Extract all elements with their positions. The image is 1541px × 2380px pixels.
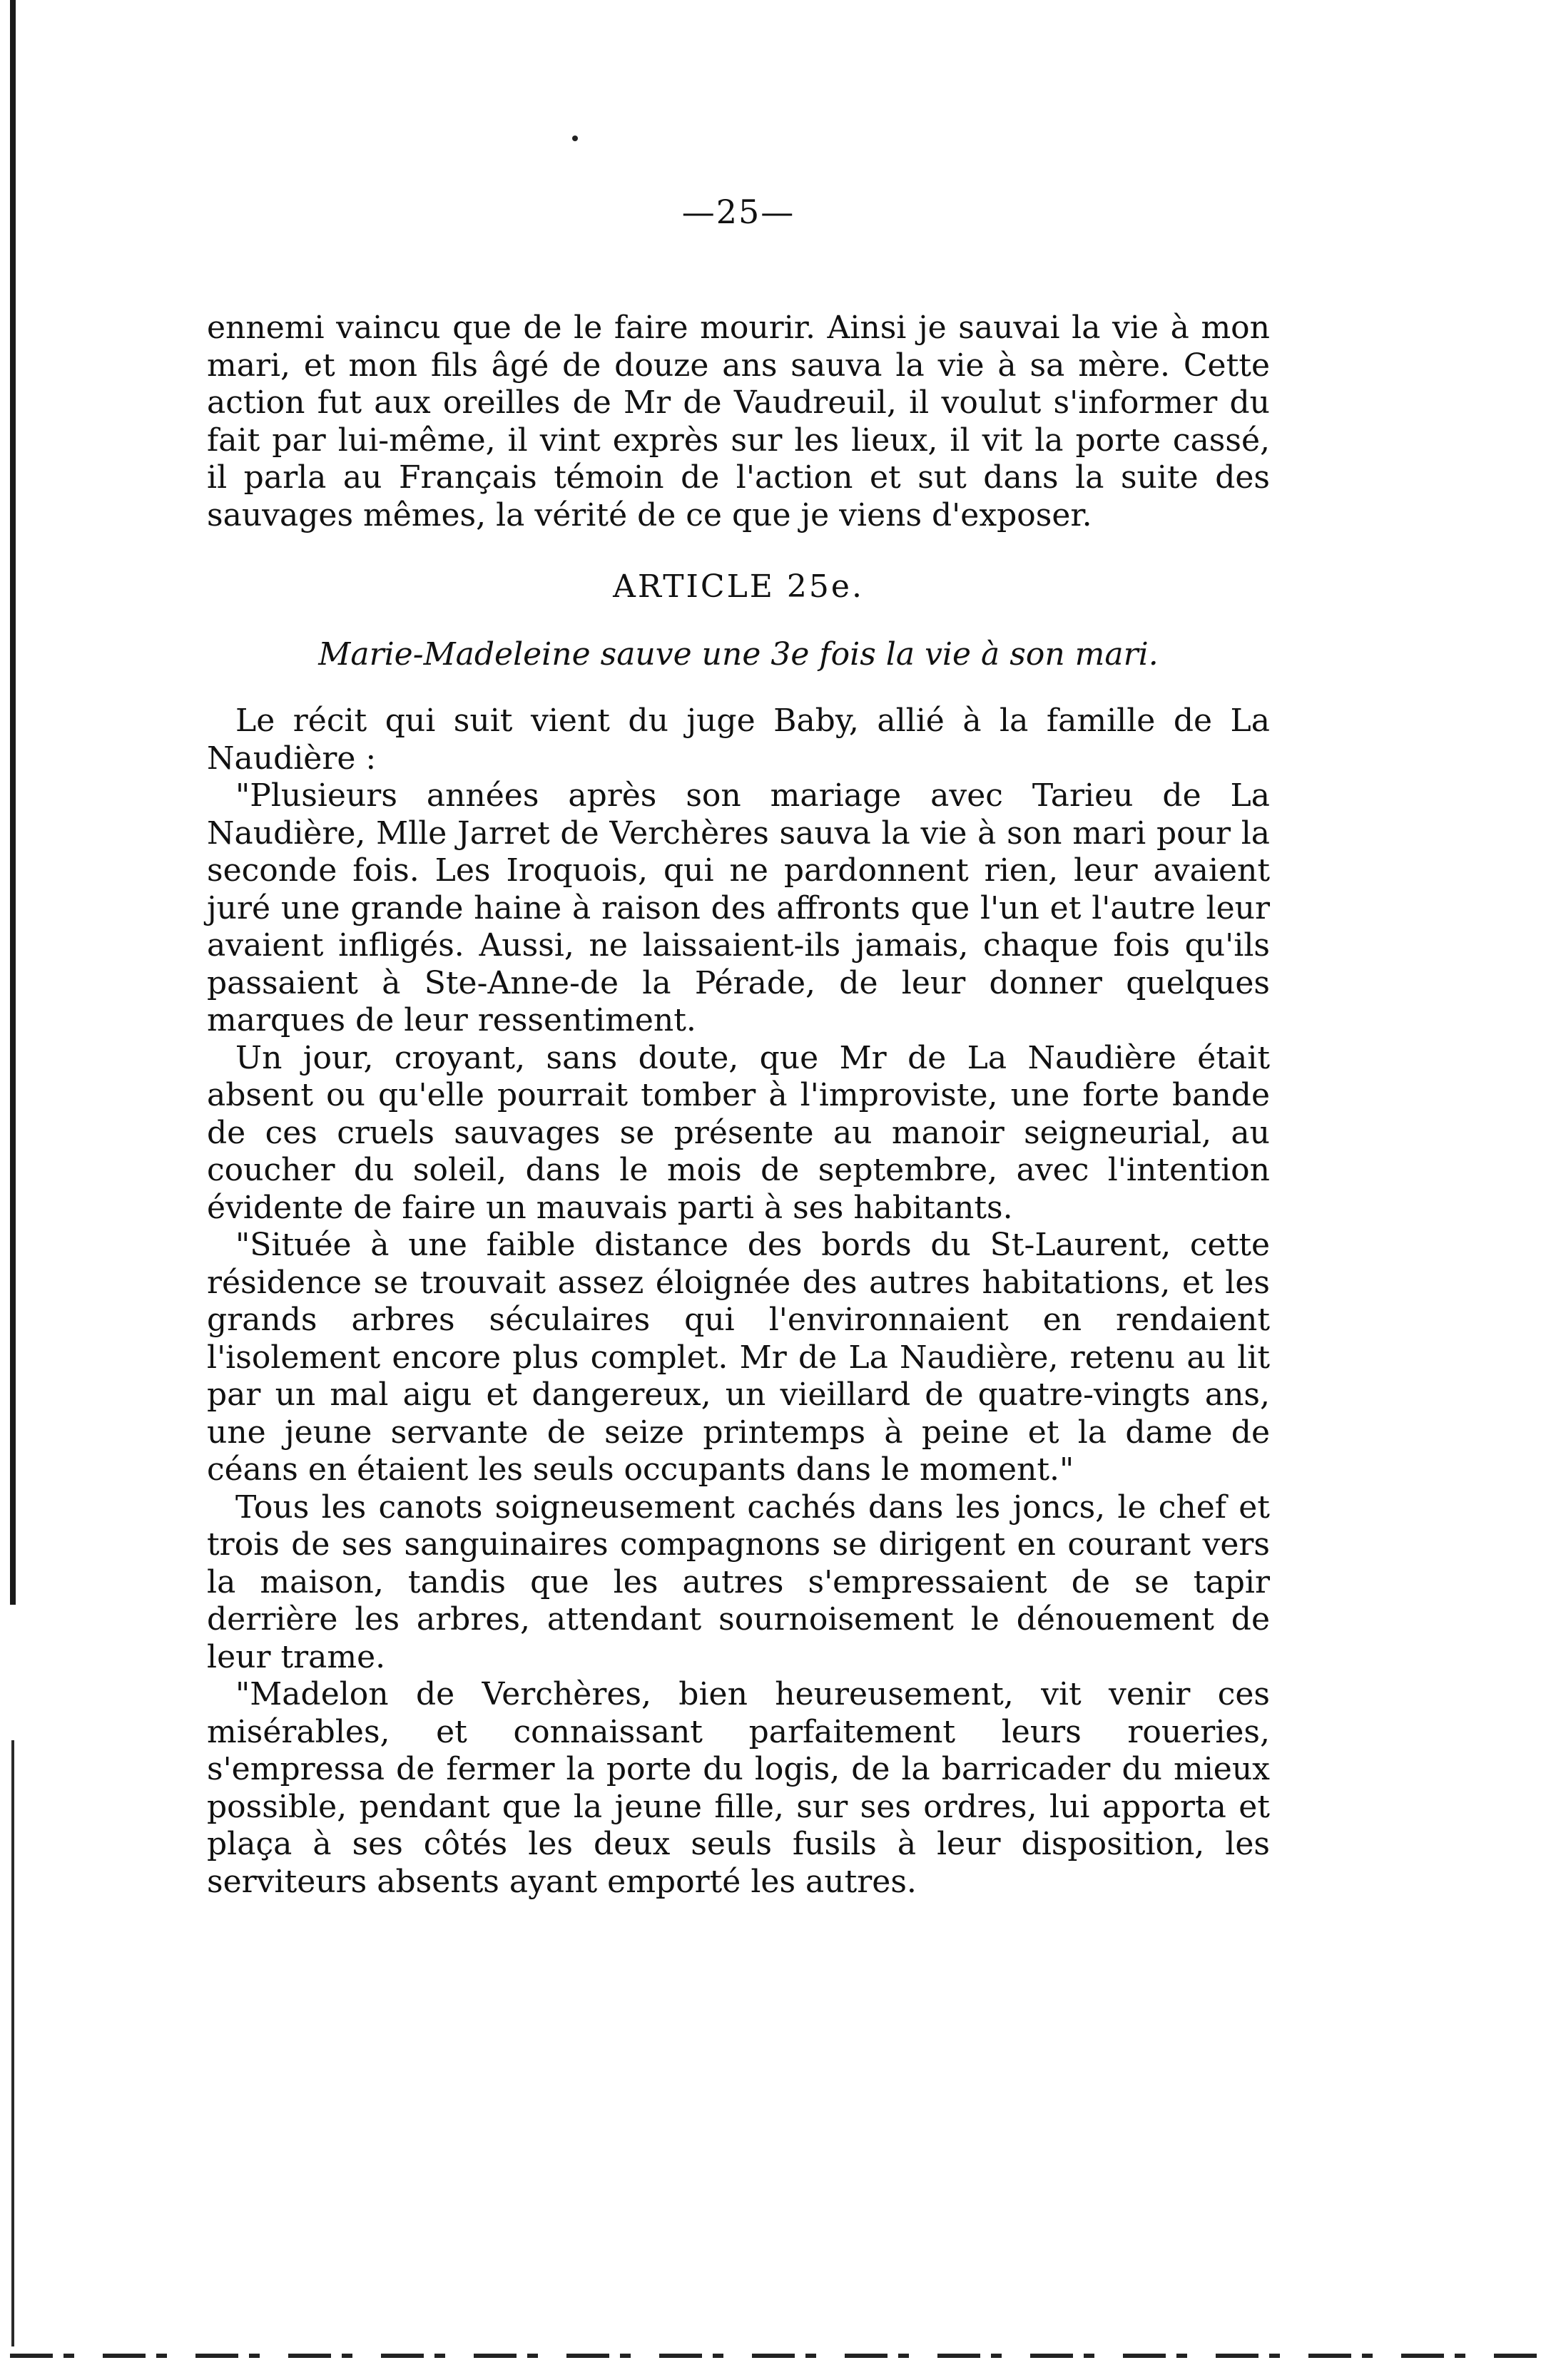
scan-margin-bottom: [10, 2354, 1541, 2358]
article-heading: ARTICLE 25e.: [613, 568, 864, 605]
paragraph: "Madelon de Verchères, bien heureusement, vit venir ces misérables, et connaissant parfaitement leurs roueries, s'empressa de fermer la porte du logis, de la barricader du mieux possible, pendant que la jeune fille, sur ses ordres, lui apporta et plaça à ses côtés les deux seuls fusils à leur disposition, les serviteurs absents ayant emporté les autres.: [207, 1676, 1270, 1900]
article-subtitle: Marie-Madeleine sauve une 3e fois la vie à son mari.: [318, 636, 1159, 673]
book-page: [207, 193, 1270, 1901]
scan-margin-left-lower: [11, 1740, 14, 2346]
paragraph: Un jour, croyant, sans doute, que Mr de La Naudière était absent ou qu'elle pourrait tomber à l'improviste, une forte bande de ces cruels sauvages se présente au manoir seigneurial, au coucher du soleil, dans le mois de septembre, avec l'intention évidente de faire un mauvais parti à ses habitants.: [207, 1039, 1270, 1226]
paragraph: Le récit qui suit vient du juge Baby, allié à la famille de La Naudière :: [207, 703, 1270, 777]
paragraph: Tous les canots soigneusement cachés dans les joncs, le chef et trois de ses sanguinaires compagnons se dirigent en courant vers la maison, tandis que les autres s'empressaient de se tapir derrière les arbres, attendant sournoisement le dénouement de leur trame.: [207, 1488, 1270, 1675]
scan-speck: [572, 136, 578, 141]
paragraph-continued: ennemi vaincu que de le faire mourir. Ainsi je sauvai la vie à mon mari, et mon fils âgé de douze ans sauva la vie à sa mère. Cette action fut aux oreilles de Mr de Vaudreuil, il voulut s'informer du fait par lui-même, il vint exprès sur les lieux, il vit la porte cassé, il parla au Français témoin de l'action et sut dans la suite des sauvages mêmes, la vérité de ce que je viens d'exposer.: [207, 310, 1270, 533]
paragraph: "Plusieurs années après son mariage avec Tarieu de La Naudière, Mlle Jarret de Verchères sauva la vie à son mari pour la seconde fois. Les Iroquois, qui ne pardonnent rien, leur avaient juré une grande haine à raison des affronts que l'un et l'autre leur avaient infligés. Aussi, ne laissaient-ils jamais, chaque fois qu'ils passaient à Ste-Anne-de la Pérade, de leur donner quelques marques de leur ressentiment.: [207, 777, 1270, 1038]
paragraph: "Située à une faible distance des bords du St-Laurent, cette résidence se trouvait assez éloignée des autres habitations, et les grands arbres séculaires qui l'environnaient en rendaient l'isolement encore plus complet. Mr de La Naudière, retenu au lit par un mal aigu et dangereux, un vieillard de quatre-vingts ans, une jeune servante de seize printemps à peine et la dame de céans en étaient les seuls occupants dans le moment.": [207, 1227, 1270, 1488]
scan-margin-left: [10, 0, 16, 1605]
page-number: —25—: [681, 193, 795, 231]
